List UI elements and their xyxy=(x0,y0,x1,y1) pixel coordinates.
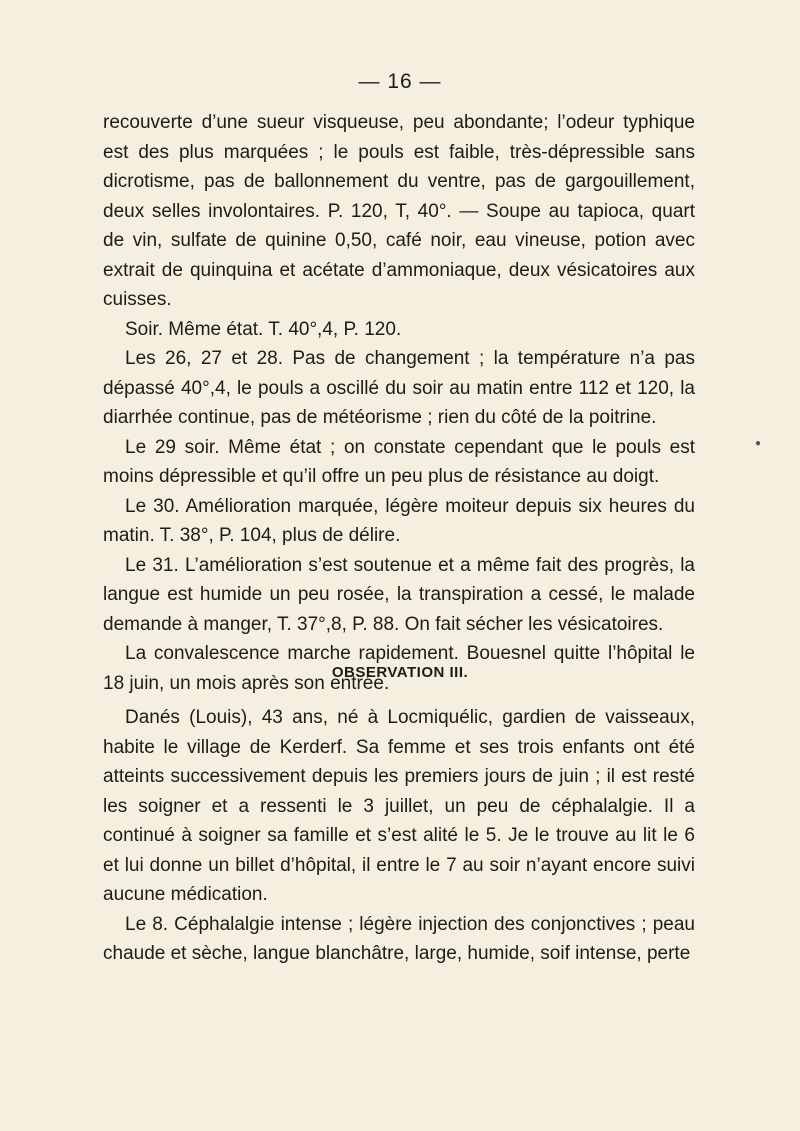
paragraph: Danés (Louis), 43 ans, né à Locmiquélic, gardien de vaisseaux, habite le village de Kerderf. Sa femme et ses trois enfants ont été atteints successivement depuis les premiers jours de juin ; il est resté les soigner et a ressenti le 3 juillet, un peu de céphalalgie. Il a continué à soigner sa famille et s’est alité le 5. Je le trouve au lit le 6 et lui donne un billet d’hôpital, il entre le 7 au soir n’ayant encore suivi aucune médication. xyxy=(103,707,695,905)
margin-mark: ● xyxy=(755,438,762,449)
paragraph: Le 8. Céphalalgie intense ; légère injection des conjonctives ; peau chaude et sèche, langue blanchâtre, large, humide, soif intense, perte xyxy=(103,913,695,964)
section-heading: OBSERVATION III. xyxy=(331,664,469,681)
paragraph: Le 31. L’amélioration s’est soutenue et a même fait des progrès, la langue est humide un peu rosée, la transpiration a cessé, le malade demande à manger, T. 37°,8, P. 88. On fait sécher les vésicatoires. xyxy=(103,554,695,635)
paragraph: Le 29 soir. Même état ; on constate cependant que le pouls est moins dépressible et qu’il offre un peu plus de résistance au doigt. xyxy=(103,436,695,487)
paragraph: recouverte d’une sueur visqueuse, peu abondante; l’odeur typhique est des plus marquées ; le pouls est faible, très-dépressible sans dicrotisme, pas de ballonnement du ventre, pas de gargouillement, deux selles involontaires. P. 120, T, 40°. — Soupe au tapioca, quart de vin, sulfate de quinine 0,50, café noir, eau vineuse, potion avec extrait de quinquina et acétate d’ammoniaque, deux vésicatoires aux cuisses. xyxy=(103,112,695,310)
paragraph: La convalescence marche rapidement. Bouesnel quitte l’hôpital le 18 juin, un mois après son entrée. xyxy=(103,643,695,694)
observation-iii-body xyxy=(103,703,695,969)
paragraph: Soir. Même état. T. 40°,4, P. 120. xyxy=(125,318,402,340)
paragraph: Le 30. Amélioration marquée, légère moiteur depuis six heures du matin. T. 38°, P. 104, plus de délire. xyxy=(103,495,695,546)
paragraph: Les 26, 27 et 28. Pas de changement ; la température n’a pas dépassé 40°,4, le pouls a oscillé du soir au matin entre 112 et 120, la diarrhée continue, pas de météorisme ; rien du côté de la poitrine. xyxy=(103,348,695,428)
observation-ii-continuation xyxy=(103,108,695,698)
page-number: — 16 — xyxy=(358,70,442,93)
